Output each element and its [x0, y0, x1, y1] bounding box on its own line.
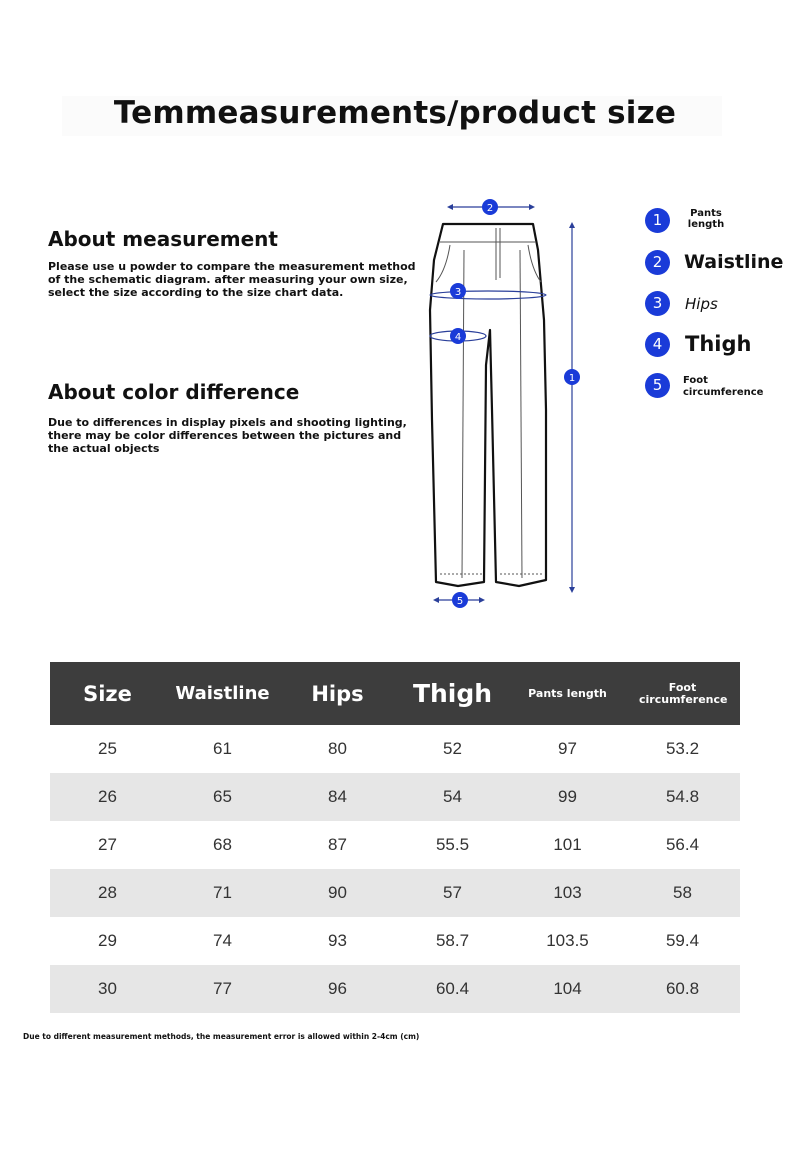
header-waistline: Waistline [165, 662, 280, 725]
table-cell: 30 [50, 965, 165, 1013]
legend-badge: 4 [645, 332, 670, 357]
diagram-marker-4 [450, 328, 466, 344]
pants-diagram [420, 190, 600, 620]
table-cell: 103 [510, 869, 625, 917]
legend-badge: 2 [645, 250, 670, 275]
table-cell: 99 [510, 773, 625, 821]
table-row [50, 965, 740, 1013]
about-color-text: Due to differences in display pixels and shooting lighting, there may be color differences between the pictures and the actual objects [48, 416, 407, 455]
table-row [50, 917, 740, 965]
table-cell: 60.4 [395, 965, 510, 1013]
table-row [50, 725, 740, 773]
table-cell: 60.8 [625, 965, 740, 1013]
table-cell: 104 [510, 965, 625, 1013]
diagram-marker-1 [564, 369, 580, 385]
legend-label: Hips [685, 295, 718, 313]
table-cell: 27 [98, 835, 117, 854]
about-measurement-text: Please use u powder to compare the measurement method of the schematic diagram. after measuring your own size, select the size according to the size chart data. [48, 260, 416, 299]
header-hips: Hips [280, 662, 395, 725]
diagram-marker-5 [452, 592, 468, 608]
measurement-error-note: Due to different measurement methods, the measurement error is allowed within 2-4cm (cm) [23, 1032, 420, 1041]
table-cell: 93 [328, 931, 347, 950]
pants-outline [430, 224, 546, 586]
table-cell: 87 [328, 835, 347, 854]
table-cell: 84 [280, 773, 395, 821]
table-cell: 56.4 [665, 835, 700, 854]
table-row [50, 821, 740, 869]
table-cell: 68 [213, 835, 232, 854]
table-cell: 77 [165, 965, 280, 1013]
table-cell: 65 [165, 773, 280, 821]
table-cell: 54.8 [625, 773, 740, 821]
table-cell: 103.5 [546, 931, 589, 950]
about-measurement-heading: About measurement [48, 227, 278, 251]
table-cell: 26 [50, 773, 165, 821]
table-cell: 101 [553, 835, 582, 854]
table-cell: 53.2 [665, 739, 700, 758]
about-color-heading: About color difference [48, 380, 300, 404]
header-pants-length: Pants length [510, 662, 625, 725]
diagram-marker-3 [450, 283, 466, 299]
header-foot-circumference: Foot circumference [625, 662, 740, 725]
table-cell: 96 [280, 965, 395, 1013]
table-cell: 59.4 [665, 931, 700, 950]
header-size: Size [50, 662, 165, 725]
legend-label: Pants length [687, 208, 725, 230]
table-row [50, 773, 740, 821]
legend-label: Thigh [685, 332, 752, 356]
svg-text:4: 4 [454, 332, 462, 343]
table-cell: 55.5 [435, 835, 470, 854]
size-chart-table [50, 662, 740, 1013]
table-cell: 29 [98, 931, 117, 950]
diagram-marker-2 [482, 199, 498, 215]
header-thigh: Thigh [395, 662, 510, 725]
legend-badge: 3 [645, 291, 670, 316]
table-cell: 58.7 [435, 931, 470, 950]
table-cell: 58 [625, 869, 740, 917]
table-row [50, 869, 740, 917]
table-cell: 71 [165, 869, 280, 917]
table-cell: 52 [443, 739, 462, 758]
svg-text:2: 2 [486, 203, 494, 214]
table-cell: 28 [50, 869, 165, 917]
svg-text:3: 3 [454, 287, 462, 298]
legend-label: Waistline [684, 251, 784, 273]
table-cell: 97 [558, 739, 577, 758]
table-cell: 90 [280, 869, 395, 917]
legend-badge: 5 [645, 373, 670, 398]
table-header-row [50, 662, 740, 725]
legend-badge: 1 [645, 208, 670, 233]
table-cell: 74 [213, 931, 232, 950]
svg-text:1: 1 [568, 373, 576, 384]
table-cell: 25 [98, 739, 117, 758]
table-cell: 57 [395, 869, 510, 917]
table-cell: 61 [213, 739, 232, 758]
legend-label: Foot circumference [683, 375, 764, 398]
page-title: Temmeasurements/product size [113, 95, 677, 131]
table-cell: 54 [395, 773, 510, 821]
svg-text:5: 5 [456, 596, 464, 607]
table-cell: 80 [328, 739, 347, 758]
